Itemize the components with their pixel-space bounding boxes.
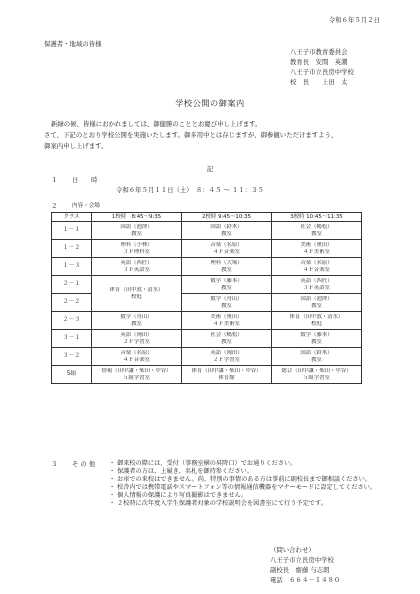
contact-phone: 電話 ６６４－１４８０ xyxy=(270,576,341,584)
table-row xyxy=(52,330,362,348)
subject-teacher: 情報（田中謙・柴田・中谷） xyxy=(101,367,172,374)
list-item: ・ 校舎内では携帯電話やスマートフォン等の情報通信機器をマナーモードに設定してください。 xyxy=(109,484,409,492)
subject-teacher: 国語（鈴木） xyxy=(300,349,333,356)
class-cell: ３－１ xyxy=(52,330,92,348)
subject-teacher: 国語（鈴木） xyxy=(210,223,243,230)
schedule-table xyxy=(51,212,362,384)
header-period-1: 1校時 8:45～9:35 xyxy=(92,213,182,222)
contact-school: 八王子市立長房中学校 xyxy=(270,556,334,564)
lesson-cell xyxy=(272,366,362,384)
room: ４Ｆ音楽室 xyxy=(123,356,150,363)
lesson-cell xyxy=(272,330,362,348)
subject-teacher: 体育（田中謙・柴田・中谷） xyxy=(191,367,262,374)
addressee: 保護者・地域の皆様 xyxy=(44,40,102,48)
subject-teacher: 国語（池澤） xyxy=(300,295,333,302)
room: ５組学習室 xyxy=(303,374,330,381)
lesson-cell xyxy=(182,276,272,294)
list-item: ・ 個人情報の保護により写真撮影はできません。 xyxy=(109,492,409,500)
subject-teacher: 美術（奥田） xyxy=(300,241,333,248)
subject-teacher: 英語（西匠） xyxy=(300,277,333,284)
page-title: 学校公開の御案内 xyxy=(175,98,245,108)
header-period-2: 2校時 9:45～10:35 xyxy=(182,213,272,222)
list-item: ・ お車での来校はできません。尚、特別の事情のある方は事前に副校長まで御相談ください。 xyxy=(109,476,409,484)
lesson-cell xyxy=(182,240,272,258)
class-cell: ２－２ xyxy=(52,294,92,312)
subject-teacher: 体育（田中敦・清水） xyxy=(289,313,344,320)
datetime-value: 令和６年５月１１日（土） ８：４５ ～ １１：３５ xyxy=(116,186,264,194)
subject-teacher: 英語（岡田） xyxy=(120,331,153,338)
lesson-cell xyxy=(182,258,272,276)
note-text: 校舎内では携帯電話やスマートフォン等の情報通信機器をマナーモードに設定してください。 xyxy=(117,484,377,491)
lesson-cell xyxy=(92,240,182,258)
class-cell: 5組 xyxy=(52,366,92,384)
room: ４Ｆ美術室 xyxy=(213,320,240,327)
room: 校庭 xyxy=(131,293,142,300)
lesson-cell xyxy=(272,240,362,258)
schedule-header-row xyxy=(52,213,362,222)
section-1-label: 日 時 xyxy=(72,176,98,184)
lesson-cell xyxy=(272,222,362,240)
table-row xyxy=(52,366,362,384)
room: 教室 xyxy=(311,338,322,345)
room: 教室 xyxy=(311,230,322,237)
room: 教室 xyxy=(221,302,232,309)
lesson-cell xyxy=(92,222,182,240)
lesson-cell xyxy=(92,312,182,330)
lesson-cell xyxy=(92,366,182,384)
subject-teacher: 総合（田中謙・柴田・中谷） xyxy=(281,367,352,374)
list-item: ・ 保護者の方は、上履き、名札を御持参ください。 xyxy=(109,468,409,476)
room: 教室 xyxy=(221,266,232,273)
room: ２Ｆ学習室 xyxy=(123,338,150,345)
list-item: ・ 御来校の際には、受付（事務室横の昇降口）でお通りください。 xyxy=(109,460,409,468)
header-class: クラス xyxy=(52,213,92,222)
class-cell: ２－１ xyxy=(52,276,92,294)
room: ４Ｆ音楽室 xyxy=(303,266,330,273)
section-2-label: 内容・会場 xyxy=(72,203,100,209)
table-row xyxy=(52,222,362,240)
document-date: 令和６年５月２日 xyxy=(328,16,380,24)
room: ４Ｆ美術室 xyxy=(303,248,330,255)
subject-teacher: 数学（舟山） xyxy=(210,295,243,302)
table-row xyxy=(52,240,362,258)
lesson-cell xyxy=(272,294,362,312)
class-cell: １－３ xyxy=(52,258,92,276)
subject-teacher: 音楽（名原） xyxy=(300,259,333,266)
sender-superintendent: 教育長 安間 英潮 xyxy=(290,58,348,66)
table-row xyxy=(52,258,362,276)
table-row xyxy=(52,348,362,366)
list-item: ・ ２校時に次年度入学生保護者対象の学校説明会を図書室にて行う予定です。 xyxy=(109,500,409,508)
subject-teacher: 美術（奥田） xyxy=(210,313,243,320)
table-row xyxy=(52,276,362,294)
room: ３Ｆ英語室 xyxy=(123,266,150,273)
class-cell: １－２ xyxy=(52,240,92,258)
subject-teacher: 音楽（名原） xyxy=(210,241,243,248)
room: 教室 xyxy=(221,230,232,237)
room: 教室 xyxy=(221,284,232,291)
room: 教室 xyxy=(131,230,142,237)
room: 教室 xyxy=(311,302,322,309)
lesson-cell xyxy=(272,258,362,276)
room: 教室 xyxy=(221,338,232,345)
subject-teacher: 英語（西匠） xyxy=(120,259,153,266)
room: ４Ｆ音楽室 xyxy=(213,248,240,255)
room: ２Ｆ学習室 xyxy=(213,356,240,363)
lesson-cell xyxy=(182,294,272,312)
section-3-number: ３ xyxy=(51,460,58,468)
lesson-cell xyxy=(272,348,362,366)
room: ５組学習室 xyxy=(123,374,150,381)
room: 教室 xyxy=(311,356,322,363)
subject-teacher: 体育（田中敦・清水） xyxy=(109,286,164,293)
subject-teacher: 音楽（名原） xyxy=(120,349,153,356)
note-text: 御来校の際には、受付（事務室横の昇降口）でお通りください。 xyxy=(117,460,297,467)
subject-teacher: 数学（藤本） xyxy=(300,331,333,338)
lesson-cell xyxy=(92,348,182,366)
room: ３Ｆ英語室 xyxy=(303,284,330,291)
lesson-cell xyxy=(92,330,182,348)
class-cell: ３－２ xyxy=(52,348,92,366)
section-2-number: ２ xyxy=(51,202,58,210)
contact-person: 副校長 齋藤 与志朗 xyxy=(270,566,330,574)
lesson-cell xyxy=(182,348,272,366)
lesson-cell xyxy=(182,366,272,384)
subject-teacher: 英語（岡田） xyxy=(210,349,243,356)
table-row xyxy=(52,312,362,330)
subject-teacher: 社会（嶋松） xyxy=(300,223,333,230)
lesson-cell xyxy=(272,276,362,294)
subject-teacher: 数学（舟山） xyxy=(120,313,153,320)
lesson-cell xyxy=(92,258,182,276)
header-period-3: 3校時 10:45～11:35 xyxy=(272,213,362,222)
sender-org: 八王子市教育委員会 xyxy=(290,48,348,56)
section-3-label: そ の 他 xyxy=(72,460,96,468)
section-1-number: １ xyxy=(51,176,58,184)
body-paragraph-1: 新緑の候、皆様におかれましては、御健勝のこととお慶び申し上げます。 xyxy=(51,120,262,128)
sender-school: 八王子市立長房中学校 xyxy=(290,68,354,76)
subject-teacher: 国語（池澤） xyxy=(120,223,153,230)
lesson-cell-merged xyxy=(92,276,182,312)
subject-teacher: 理科（大塚） xyxy=(210,259,243,266)
ki-label: 記 xyxy=(206,165,214,173)
room: 教室 xyxy=(131,320,142,327)
lesson-cell xyxy=(272,312,362,330)
body-paragraph-2: さて、下記のとおり学校公開を実施いたします。御多用中とは存じますが、御参観いただけますよう、 xyxy=(44,131,338,139)
class-cell: １－１ xyxy=(52,222,92,240)
note-text: お車での来校はできません。尚、特別の事情のある方は事前に副校長まで御相談ください。 xyxy=(117,476,372,483)
lesson-cell xyxy=(182,222,272,240)
body-paragraph-3: 御案内申し上げます。 xyxy=(44,142,108,150)
class-cell: ２－３ xyxy=(52,312,92,330)
note-text: 保護者の方は、上履き、名札を御持参ください。 xyxy=(117,468,253,475)
subject-teacher: 数学（藤本） xyxy=(210,277,243,284)
note-text: ２校時に次年度入学生保護者対象の学校説明会を図書室にて行う予定です。 xyxy=(117,500,327,507)
room: 体育館 xyxy=(218,374,235,381)
subject-teacher: 社会（嶋松） xyxy=(210,331,243,338)
sender-principal: 校 長 上田 太 xyxy=(290,78,348,86)
lesson-cell xyxy=(182,330,272,348)
note-text: 個人情報の保護により写真撮影はできません。 xyxy=(117,492,248,499)
room: ３Ｆ理科室 xyxy=(123,248,150,255)
room: 校庭 xyxy=(311,320,322,327)
subject-teacher: 理科（小林） xyxy=(120,241,153,248)
lesson-cell xyxy=(182,312,272,330)
contact-heading: （問い合わせ） xyxy=(270,546,315,554)
notes-list xyxy=(109,460,409,508)
